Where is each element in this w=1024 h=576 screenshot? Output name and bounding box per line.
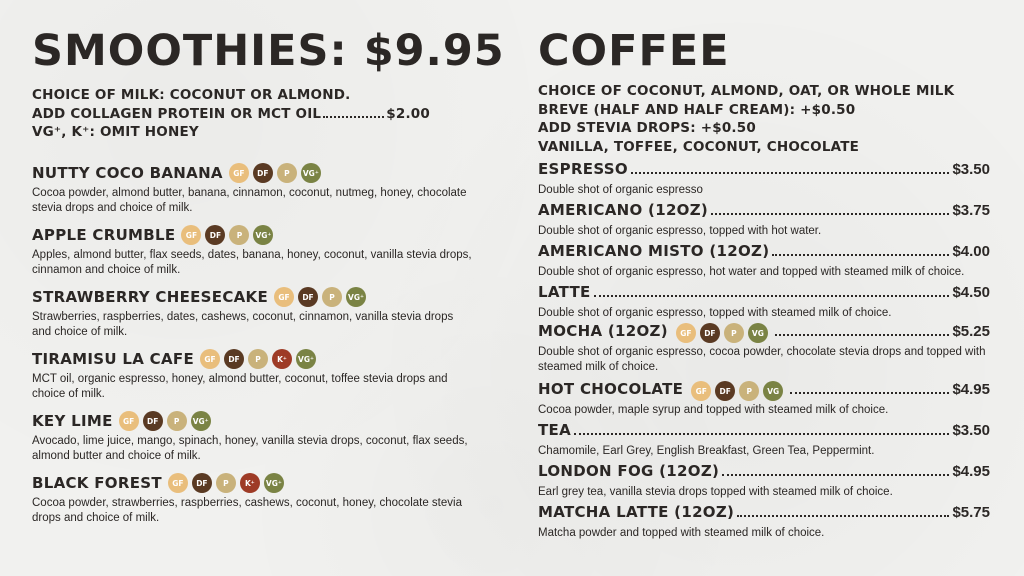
smoothie-name-row [32, 162, 472, 184]
df-badge: DF [715, 381, 735, 401]
smoothie-item [32, 224, 472, 277]
p-badge: P [277, 163, 297, 183]
p-badge: P [167, 411, 187, 431]
coffee-name-row [538, 322, 990, 344]
dot-leader [574, 433, 949, 435]
dietary-badges [168, 473, 288, 493]
p-badge: P [229, 225, 249, 245]
df-badge: DF [253, 163, 273, 183]
coffee-name: MOCHA (12OZ) [538, 322, 668, 340]
coffee-item [538, 160, 990, 198]
vg-badge: VG [748, 323, 768, 343]
p-badge: P [739, 381, 759, 401]
dietary-badges [229, 163, 325, 183]
dot-leader [631, 172, 950, 174]
coffee-name-row [538, 242, 990, 264]
dot-leader [594, 295, 950, 297]
coffee-name-row [538, 160, 990, 182]
vg-plus-badge: VG⁺ [346, 287, 366, 307]
dietary-badges [676, 323, 772, 343]
coffee-name-row [538, 201, 990, 223]
gf-badge: GF [229, 163, 249, 183]
omit-honey-line: VG⁺, K⁺: OMIT HONEY [32, 124, 199, 140]
smoothie-description: Apples, almond butter, flax seeds, dates, banana, honey, coconut, vanilla stevia drops, cinnamon and choice of milk. [32, 249, 472, 276]
smoothie-name: NUTTY COCO BANANA [32, 164, 223, 182]
smoothie-name-row [32, 410, 472, 432]
coffee-name-row [538, 462, 990, 484]
coffee-price: $5.25 [952, 323, 990, 340]
smoothie-description: Cocoa powder, strawberries, raspberries, cashews, coconut, honey, chocolate stevia drops and choice of milk. [32, 497, 462, 524]
coffee-name: AMERICANO (12OZ) [538, 201, 709, 219]
vg-plus-badge: VG⁺ [296, 349, 316, 369]
coffee-description: Double shot of organic espresso, cocoa powder, chocolate stevia drops and topped with steamed milk of choice. [538, 346, 986, 373]
vg-badge: VG [763, 381, 783, 401]
dietary-badges [181, 225, 277, 245]
smoothies-title: SMOOTHIES: $9.95 [32, 26, 505, 76]
stevia-line: ADD STEVIA DROPS: +$0.50 [538, 120, 756, 136]
df-badge: DF [143, 411, 163, 431]
dot-leader [737, 515, 949, 517]
coffee-description: Double shot of organic espresso, topped with hot water. [538, 225, 822, 237]
k-plus-badge: K⁺ [240, 473, 260, 493]
coffee-name: TEA [538, 421, 571, 439]
coffee-item [538, 201, 990, 239]
dot-leader [775, 334, 950, 336]
coffee-name: MATCHA LATTE (12OZ) [538, 503, 735, 521]
dietary-badges [691, 381, 787, 401]
coffee-item [538, 322, 990, 374]
coffee-price: $4.00 [952, 243, 990, 260]
coffee-price: $3.50 [952, 161, 990, 178]
dietary-badges [119, 411, 215, 431]
coffee-item [538, 503, 990, 541]
dot-leader [711, 213, 949, 215]
gf-badge: GF [181, 225, 201, 245]
coffee-description: Earl grey tea, vanilla stevia drops topped with steamed milk of choice. [538, 486, 893, 498]
p-badge: P [248, 349, 268, 369]
coffee-milk-line: CHOICE OF COCONUT, ALMOND, OAT, OR WHOLE MILK [538, 83, 955, 99]
smoothie-description: Avocado, lime juice, mango, spinach, honey, vanilla stevia drops, coconut, flax seeds, almond butter and choice of milk. [32, 435, 468, 462]
coffee-name-row [538, 503, 990, 525]
coffee-name: HOT CHOCOLATE [538, 380, 684, 398]
df-badge: DF [224, 349, 244, 369]
gf-badge: GF [691, 381, 711, 401]
dietary-badges [274, 287, 370, 307]
coffee-name: LATTE [538, 283, 591, 301]
smoothie-description: Strawberries, raspberries, dates, cashews, coconut, cinnamon, vanilla stevia drops and choice of milk. [32, 311, 454, 338]
smoothie-name-row [32, 286, 472, 308]
coffee-price: $3.75 [952, 202, 990, 219]
coffee-title: COFFEE [538, 26, 730, 76]
smoothies-intro [32, 86, 430, 142]
p-badge: P [216, 473, 236, 493]
coffee-name: LONDON FOG (12OZ) [538, 462, 720, 480]
smoothie-description: Cocoa powder, almond butter, banana, cinnamon, coconut, nutmeg, honey, chocolate stevia drops and choice of milk. [32, 187, 467, 214]
coffee-name: AMERICANO MISTO (12OZ) [538, 242, 770, 260]
dot-leader [323, 116, 384, 118]
breve-line: BREVE (HALF AND HALF CREAM): +$0.50 [538, 101, 856, 118]
coffee-name-row [538, 283, 990, 305]
flavors-line: VANILLA, TOFFEE, COCONUT, CHOCOLATE [538, 138, 860, 155]
coffee-intro [538, 82, 954, 156]
gf-badge: GF [168, 473, 188, 493]
gf-badge: GF [200, 349, 220, 369]
df-badge: DF [298, 287, 318, 307]
k-plus-badge: K⁺ [272, 349, 292, 369]
coffee-description: Double shot of organic espresso [538, 184, 703, 196]
smoothie-name: TIRAMISU LA CAFE [32, 350, 194, 368]
coffee-description: Matcha powder and topped with steamed milk of choice. [538, 527, 825, 539]
gf-badge: GF [676, 323, 696, 343]
smoothie-name: KEY LIME [32, 412, 113, 430]
coffee-name-row [538, 421, 990, 443]
vg-plus-badge: VG⁺ [301, 163, 321, 183]
addon-label: ADD COLLAGEN PROTEIN OR MCT OIL [32, 105, 322, 122]
smoothie-name-row [32, 224, 472, 246]
coffee-item [538, 462, 990, 500]
milk-choice-line: CHOICE OF MILK: COCONUT OR ALMOND. [32, 87, 351, 103]
coffee-price: $4.95 [952, 463, 990, 480]
dot-leader [772, 254, 949, 256]
dot-leader [790, 392, 949, 394]
smoothie-name-row [32, 472, 472, 494]
df-badge: DF [192, 473, 212, 493]
smoothie-name: APPLE CRUMBLE [32, 226, 176, 244]
coffee-item [538, 380, 990, 418]
coffee-price: $3.50 [952, 422, 990, 439]
vg-plus-badge: VG⁺ [253, 225, 273, 245]
coffee-price: $4.50 [952, 284, 990, 301]
coffee-price: $4.95 [952, 381, 990, 398]
smoothie-item [32, 410, 472, 463]
coffee-description: Double shot of organic espresso, topped with steamed milk of choice. [538, 307, 892, 319]
smoothie-item [32, 472, 472, 525]
smoothie-item [32, 162, 472, 215]
smoothie-name-row [32, 348, 472, 370]
p-badge: P [322, 287, 342, 307]
smoothie-item [32, 286, 472, 339]
p-badge: P [724, 323, 744, 343]
df-badge: DF [205, 225, 225, 245]
df-badge: DF [700, 323, 720, 343]
smoothie-item [32, 348, 472, 401]
coffee-price: $5.75 [952, 504, 990, 521]
smoothie-name: STRAWBERRY CHEESECAKE [32, 288, 269, 306]
smoothie-description: MCT oil, organic espresso, honey, almond butter, coconut, toffee stevia drops and choice of milk. [32, 373, 448, 400]
coffee-item [538, 283, 990, 321]
addon-price: $2.00 [386, 105, 430, 122]
coffee-item [538, 242, 990, 280]
coffee-name-row [538, 380, 990, 402]
coffee-description: Chamomile, Earl Grey, English Breakfast, Green Tea, Peppermint. [538, 445, 875, 457]
gf-badge: GF [274, 287, 294, 307]
vg-plus-badge: VG⁺ [264, 473, 284, 493]
dot-leader [722, 474, 949, 476]
gf-badge: GF [119, 411, 139, 431]
coffee-item [538, 421, 990, 459]
coffee-name: ESPRESSO [538, 160, 628, 178]
coffee-description: Cocoa powder, maple syrup and topped with steamed milk of choice. [538, 404, 889, 416]
addon-line [32, 105, 430, 124]
smoothie-name: BLACK FOREST [32, 474, 162, 492]
dietary-badges [200, 349, 320, 369]
coffee-description: Double shot of organic espresso, hot water and topped with steamed milk of choice. [538, 266, 965, 278]
vg-plus-badge: VG⁺ [191, 411, 211, 431]
